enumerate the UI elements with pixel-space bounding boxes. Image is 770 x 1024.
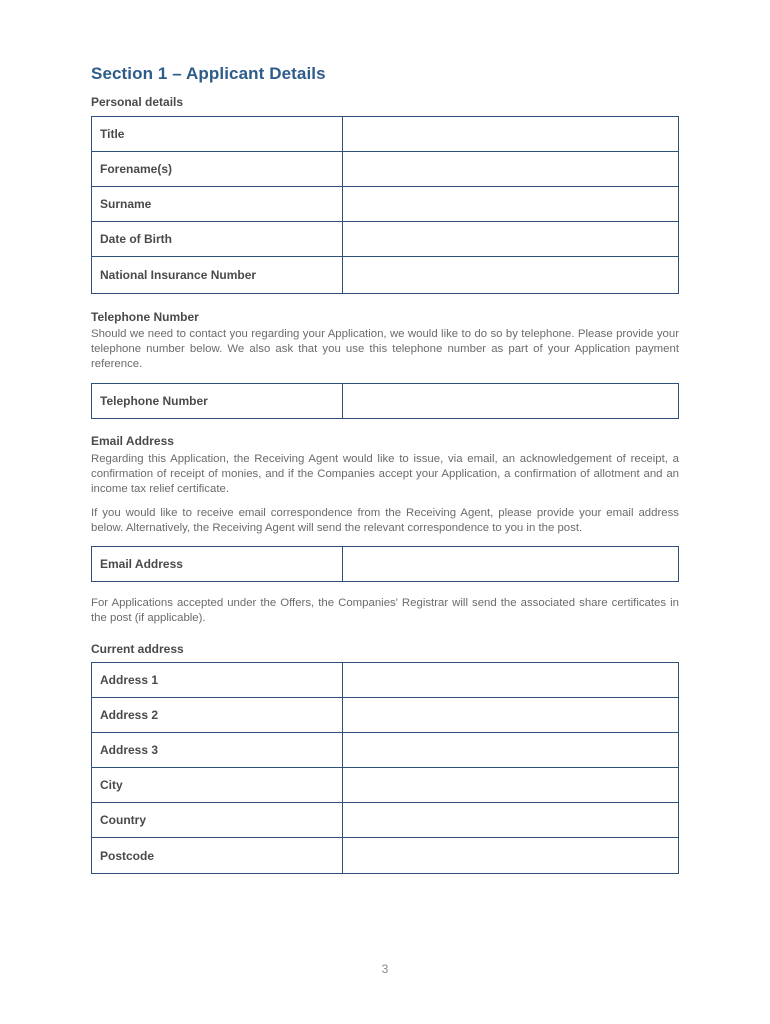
table-row (92, 663, 679, 698)
country-field[interactable] (343, 803, 679, 838)
personal-details-heading: Personal details (91, 95, 184, 109)
table-row (92, 803, 679, 838)
email-label: Email Address (92, 547, 343, 582)
telephone-label: Telephone Number (92, 384, 343, 419)
table-row (92, 187, 679, 222)
date-of-birth-field[interactable] (343, 222, 679, 257)
table-row (92, 838, 679, 874)
table-row (92, 152, 679, 187)
country-label: Country (92, 803, 343, 838)
forenames-label: Forename(s) (92, 152, 343, 187)
email-table (91, 546, 679, 582)
telephone-field[interactable] (343, 384, 679, 419)
address-2-label: Address 2 (92, 698, 343, 733)
address-2-field[interactable] (343, 698, 679, 733)
telephone-table (91, 383, 679, 419)
email-heading: Email Address (91, 434, 174, 448)
table-row (92, 698, 679, 733)
email-field[interactable] (343, 547, 679, 582)
email-instructions-2: If you would like to receive email correspondence from the Receiving Agent, please provide your email address below. Alternatively, the Receiving Agent will send the relevant correspondence to you in the post. (91, 507, 679, 534)
surname-label: Surname (92, 187, 343, 222)
table-row (92, 384, 679, 419)
telephone-instructions: Should we need to contact you regarding your Application, we would like to do so by telephone. Please provide your telephone number below. We also ask that you use this telephone number as part of your Application payment reference. (91, 328, 679, 370)
table-row (92, 257, 679, 294)
forenames-field[interactable] (343, 152, 679, 187)
table-row (92, 547, 679, 582)
city-field[interactable] (343, 768, 679, 803)
postcode-label: Postcode (92, 838, 343, 874)
address-1-field[interactable] (343, 663, 679, 698)
national-insurance-label: National Insurance Number (92, 257, 343, 294)
table-row (92, 768, 679, 803)
address-3-label: Address 3 (92, 733, 343, 768)
title-field[interactable] (343, 117, 679, 152)
share-certificates-note: For Applications accepted under the Offers, the Companies' Registrar will send the associated share certificates in the post (if applicable). (91, 597, 679, 624)
postcode-field[interactable] (343, 838, 679, 874)
address-1-label: Address 1 (92, 663, 343, 698)
address-3-field[interactable] (343, 733, 679, 768)
national-insurance-field[interactable] (343, 257, 679, 294)
telephone-heading: Telephone Number (91, 310, 199, 324)
current-address-table (91, 662, 679, 874)
table-row (92, 222, 679, 257)
current-address-heading: Current address (91, 642, 184, 656)
page-number: 3 (381, 962, 389, 976)
surname-field[interactable] (343, 187, 679, 222)
title-label: Title (92, 117, 343, 152)
table-row (92, 117, 679, 152)
city-label: City (92, 768, 343, 803)
date-of-birth-label: Date of Birth (92, 222, 343, 257)
personal-details-table (91, 116, 679, 294)
section-title: Section 1 – Applicant Details (91, 64, 326, 83)
table-row (92, 733, 679, 768)
email-instructions: Regarding this Application, the Receiving Agent would like to issue, via email, an acknowledgement of receipt, a confirmation of receipt of monies, and if the Companies accept your Application, a confirmation of allotment and an income tax relief certificate. (91, 453, 679, 495)
